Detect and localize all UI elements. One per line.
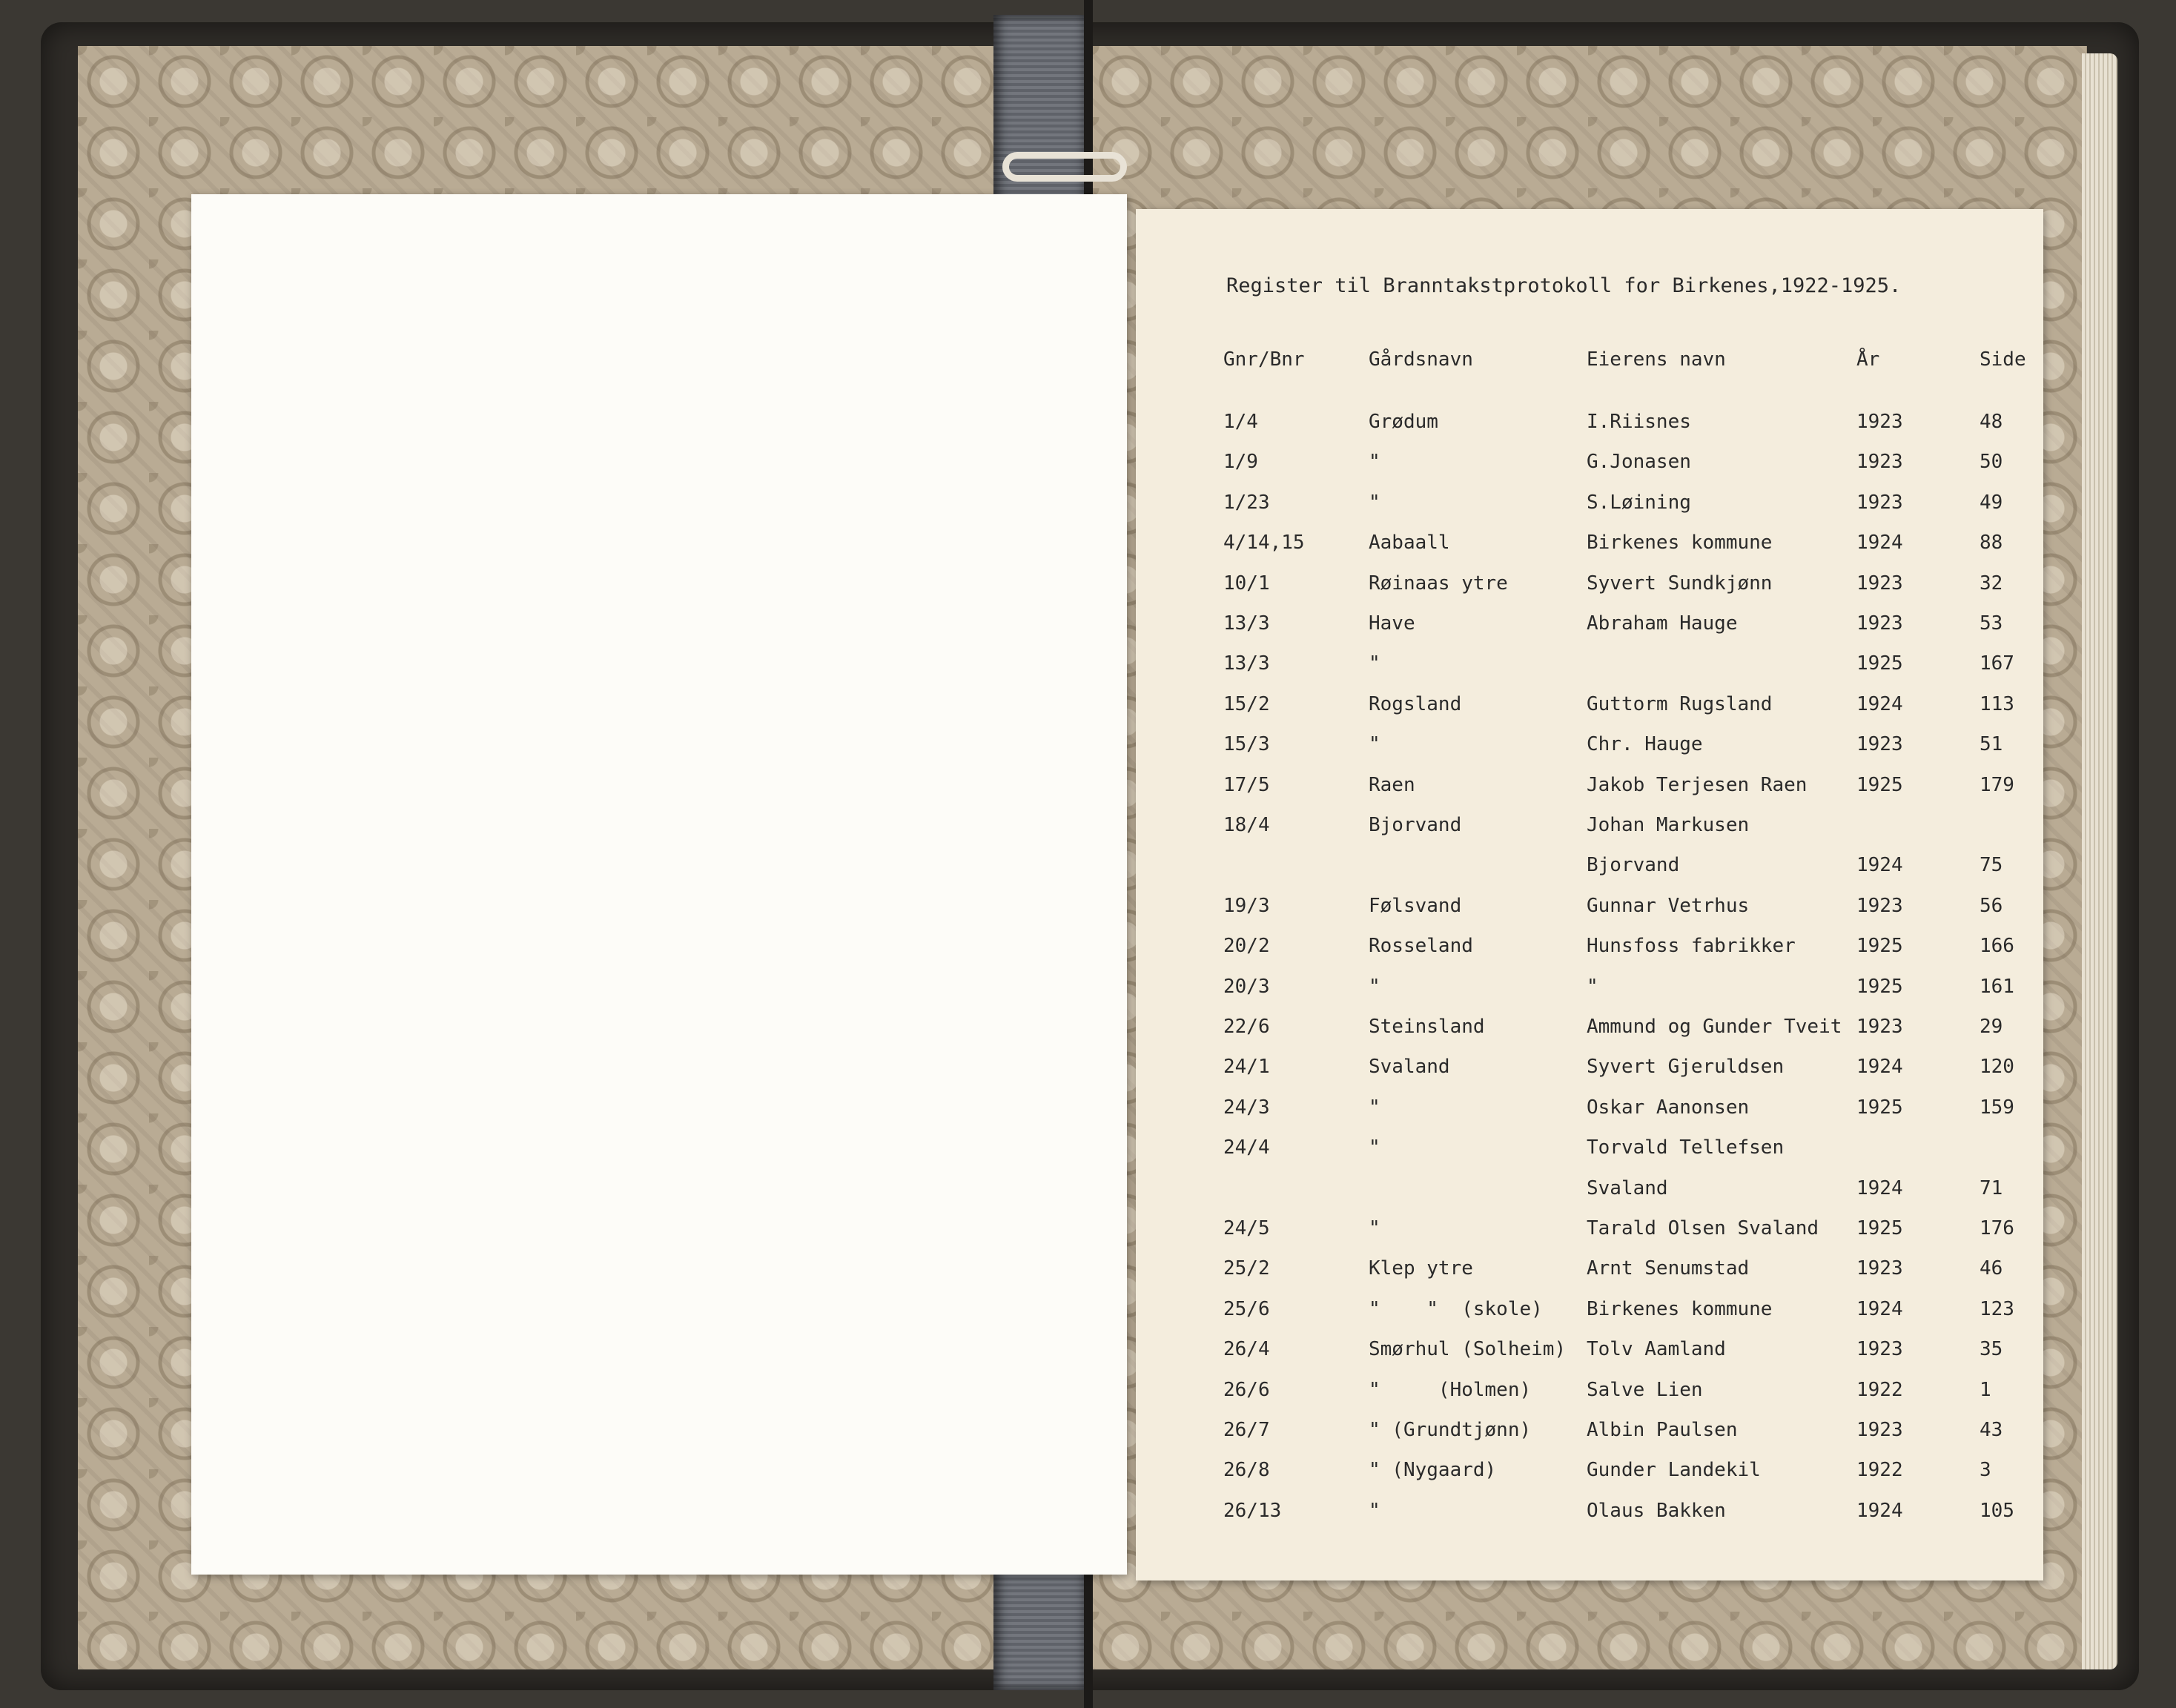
- cell-eier: S.Løining: [1587, 491, 1691, 514]
- table-header: [1136, 348, 2043, 378]
- cell-side: 35: [1980, 1338, 2003, 1361]
- cell-gard: Steinsland: [1369, 1016, 1485, 1038]
- table-row: [1136, 491, 2043, 521]
- cell-ar: 1923: [1856, 411, 1903, 433]
- cell-gard: Bjorvand: [1369, 814, 1462, 836]
- cell-eier: Syvert Gjeruldsen: [1587, 1056, 1785, 1079]
- table-row: [1136, 1217, 2043, 1247]
- cell-eier: Syvert Sundkjønn: [1587, 572, 1773, 595]
- cell-side: 50: [1980, 451, 2003, 474]
- cell-side: 71: [1980, 1176, 2003, 1199]
- cell-ar: 1922: [1856, 1459, 1903, 1482]
- cell-ar: 1923: [1856, 733, 1903, 756]
- cell-gard: Smørhul (Solheim): [1369, 1338, 1567, 1361]
- cell-eier: Tarald Olsen Svaland: [1587, 1217, 1819, 1239]
- cell-ar: 1925: [1856, 1096, 1903, 1119]
- cell-gard: ": [1369, 451, 1380, 474]
- cell-gnr: 20/2: [1223, 935, 1270, 958]
- cell-side: 88: [1980, 532, 2003, 555]
- cell-ar: 1923: [1856, 491, 1903, 514]
- table-row: [1136, 612, 2043, 642]
- cell-gard: Klep ytre: [1369, 1257, 1473, 1280]
- cell-ar: 1923: [1856, 612, 1903, 635]
- cell-gnr: 17/5: [1223, 773, 1270, 796]
- cell-gnr: 1/4: [1223, 411, 1258, 433]
- cell-gnr: 25/2: [1223, 1257, 1270, 1280]
- cell-gard: " " (skole): [1369, 1297, 1543, 1320]
- cell-side: 113: [1980, 692, 2014, 715]
- table-row: [1136, 1500, 2043, 1529]
- binding-cord: [1002, 152, 1127, 182]
- cell-ar: 1923: [1856, 451, 1903, 474]
- cell-gard: ": [1369, 1096, 1380, 1119]
- cell-gnr: 26/8: [1223, 1459, 1270, 1482]
- header-ar: År: [1856, 348, 1880, 371]
- cell-side: 51: [1980, 733, 2003, 756]
- cell-side: 32: [1980, 572, 2003, 595]
- cell-side: 159: [1980, 1096, 2014, 1119]
- cell-gnr: 15/3: [1223, 733, 1270, 756]
- table-row: [1136, 733, 2043, 763]
- cell-side: 166: [1980, 935, 2014, 958]
- cell-ar: 1925: [1856, 652, 1903, 675]
- cell-gard: " (Grundtjønn): [1369, 1419, 1532, 1441]
- cell-ar: 1922: [1856, 1378, 1903, 1401]
- cell-ar: 1925: [1856, 935, 1903, 958]
- table-row: [1136, 1298, 2043, 1328]
- cell-ar: 1924: [1856, 1499, 1903, 1522]
- cell-eier: G.Jonasen: [1587, 451, 1691, 474]
- cell-gnr: 13/3: [1223, 652, 1270, 675]
- cell-gnr: 1/23: [1223, 491, 1270, 514]
- table-row: [1136, 854, 2043, 884]
- cell-gard: Have: [1369, 612, 1415, 635]
- cell-gnr: 1/9: [1223, 451, 1258, 474]
- table-row: [1136, 1136, 2043, 1166]
- cell-gard: " (Nygaard): [1369, 1459, 1497, 1482]
- cell-eier: Birkenes kommune: [1587, 1297, 1773, 1320]
- cell-side: 105: [1980, 1499, 2014, 1522]
- cell-ar: 1925: [1856, 975, 1903, 998]
- cell-ar: 1924: [1856, 692, 1903, 715]
- cell-gard: Raen: [1369, 773, 1415, 796]
- cell-ar: 1924: [1856, 1297, 1903, 1320]
- cell-gard: Rosseland: [1369, 935, 1473, 958]
- table-row: [1136, 532, 2043, 561]
- cell-side: 179: [1980, 773, 2014, 796]
- table-row: [1136, 935, 2043, 964]
- page-edges: [2082, 53, 2117, 1669]
- cell-gnr: 26/7: [1223, 1419, 1270, 1441]
- table-row: [1136, 451, 2043, 480]
- cell-ar: 1925: [1856, 1217, 1903, 1239]
- cell-eier: I.Riisnes: [1587, 411, 1691, 433]
- cell-gnr: 24/3: [1223, 1096, 1270, 1119]
- table-row: [1136, 1016, 2043, 1045]
- cell-gard: Grødum: [1369, 411, 1438, 433]
- cell-eier: Johan Markusen: [1587, 814, 1750, 836]
- cell-gard: " (Holmen): [1369, 1378, 1532, 1401]
- cell-side: 53: [1980, 612, 2003, 635]
- table-row: [1136, 1056, 2043, 1085]
- cell-eier: Arnt Senumstad: [1587, 1257, 1750, 1280]
- cell-eier: Abraham Hauge: [1587, 612, 1738, 635]
- table-row: [1136, 814, 2043, 844]
- table-row: [1136, 976, 2043, 1005]
- table-row: [1136, 1338, 2043, 1368]
- table-row: [1136, 411, 2043, 440]
- cell-eier: Jakob Terjesen Raen: [1587, 773, 1808, 796]
- cell-side: 123: [1980, 1297, 2014, 1320]
- cell-gnr: 24/5: [1223, 1217, 1270, 1239]
- table-row: [1136, 1459, 2043, 1489]
- cell-eier: Oskar Aanonsen: [1587, 1096, 1750, 1119]
- cell-side: 43: [1980, 1419, 2003, 1441]
- cell-gnr: 24/4: [1223, 1136, 1270, 1159]
- table-row: [1136, 572, 2043, 602]
- table-row: [1136, 1257, 2043, 1287]
- cell-gard: ": [1369, 733, 1380, 756]
- cell-side: 49: [1980, 491, 2003, 514]
- table-row: [1136, 652, 2043, 682]
- cell-side: 161: [1980, 975, 2014, 998]
- cell-gnr: 18/4: [1223, 814, 1270, 836]
- cell-side: 29: [1980, 1016, 2003, 1038]
- header-eier: Eierens navn: [1587, 348, 1726, 371]
- cell-eier: Tolv Aamland: [1587, 1338, 1726, 1361]
- cell-gard: Rogsland: [1369, 692, 1462, 715]
- cell-gnr: 15/2: [1223, 692, 1270, 715]
- cell-gnr: 24/1: [1223, 1056, 1270, 1079]
- cell-ar: 1923: [1856, 1257, 1903, 1280]
- cell-ar: 1923: [1856, 1419, 1903, 1441]
- cell-eier: Bjorvand: [1587, 854, 1680, 877]
- blank-sheet: [191, 194, 1127, 1575]
- cell-gard: Følsvand: [1369, 894, 1462, 917]
- table-row: [1136, 1177, 2043, 1207]
- cell-gnr: 10/1: [1223, 572, 1270, 595]
- table-row: [1136, 1379, 2043, 1409]
- cell-ar: 1923: [1856, 572, 1903, 595]
- cell-side: 48: [1980, 411, 2003, 433]
- cell-gard: Svaland: [1369, 1056, 1450, 1079]
- table-row: [1136, 1096, 2043, 1126]
- cell-gard: Aabaall: [1369, 532, 1450, 555]
- cell-eier: Gunnar Vetrhus: [1587, 894, 1750, 917]
- cell-gard: ": [1369, 1136, 1380, 1159]
- cell-ar: 1924: [1856, 1056, 1903, 1079]
- cell-eier: Albin Paulsen: [1587, 1419, 1738, 1441]
- cell-gnr: 13/3: [1223, 612, 1270, 635]
- header-gard: Gårdsnavn: [1369, 348, 1473, 371]
- cell-ar: 1923: [1856, 1338, 1903, 1361]
- cell-eier: Hunsfoss fabrikker: [1587, 935, 1796, 958]
- cell-gnr: 26/4: [1223, 1338, 1270, 1361]
- cell-eier: Guttorm Rugsland: [1587, 692, 1773, 715]
- cell-ar: 1923: [1856, 1016, 1903, 1038]
- cell-side: 56: [1980, 894, 2003, 917]
- cell-ar: 1923: [1856, 894, 1903, 917]
- cell-gnr: 19/3: [1223, 894, 1270, 917]
- cell-eier: Chr. Hauge: [1587, 733, 1703, 756]
- table-row: [1136, 774, 2043, 804]
- cell-side: 46: [1980, 1257, 2003, 1280]
- cell-gnr: 4/14,15: [1223, 532, 1305, 555]
- cell-eier: Birkenes kommune: [1587, 532, 1773, 555]
- cell-ar: 1924: [1856, 1176, 1903, 1199]
- cell-gnr: 20/3: [1223, 975, 1270, 998]
- cell-gnr: 22/6: [1223, 1016, 1270, 1038]
- cell-side: 75: [1980, 854, 2003, 877]
- table-row: [1136, 1419, 2043, 1449]
- cell-eier: Gunder Landekil: [1587, 1459, 1761, 1482]
- header-side: Side: [1980, 348, 2026, 371]
- cell-gard: ": [1369, 652, 1380, 675]
- cell-gard: ": [1369, 1499, 1380, 1522]
- cell-eier: ": [1587, 975, 1598, 998]
- cell-ar: 1924: [1856, 532, 1903, 555]
- cell-side: 167: [1980, 652, 2014, 675]
- cell-eier: Torvald Tellefsen: [1587, 1136, 1785, 1159]
- cell-side: 3: [1980, 1459, 1991, 1482]
- cell-ar: 1925: [1856, 773, 1903, 796]
- cell-side: 176: [1980, 1217, 2014, 1239]
- cell-gnr: 26/13: [1223, 1499, 1282, 1522]
- register-sheet: [1136, 209, 2043, 1580]
- cell-side: 1: [1980, 1378, 1991, 1401]
- cell-eier: Olaus Bakken: [1587, 1499, 1726, 1522]
- cell-eier: Svaland: [1587, 1176, 1668, 1199]
- cell-eier: Salve Lien: [1587, 1378, 1703, 1401]
- cell-eier: Ammund og Gunder Tveit: [1587, 1016, 1842, 1038]
- cell-gard: ": [1369, 491, 1380, 514]
- table-row: [1136, 693, 2043, 723]
- cell-gard: ": [1369, 975, 1380, 998]
- cell-gnr: 26/6: [1223, 1378, 1270, 1401]
- cell-ar: 1924: [1856, 854, 1903, 877]
- header-gnr: Gnr/Bnr: [1223, 348, 1305, 371]
- register-title: Register til Branntakstprotokoll for Birkenes,1922-1925.: [1226, 274, 1902, 297]
- cell-gard: ": [1369, 1217, 1380, 1239]
- cell-gard: Røinaas ytre: [1369, 572, 1508, 595]
- cell-gnr: 25/6: [1223, 1297, 1270, 1320]
- cell-side: 120: [1980, 1056, 2014, 1079]
- table-row: [1136, 895, 2043, 924]
